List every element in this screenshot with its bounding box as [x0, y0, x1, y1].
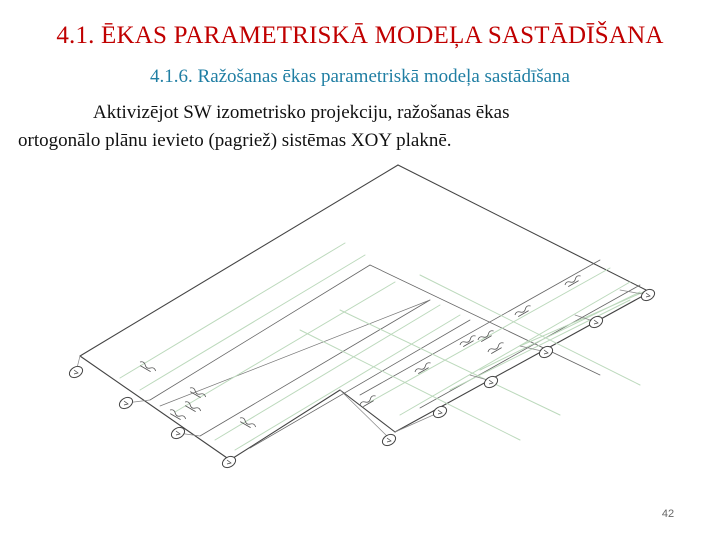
dimension-text	[564, 275, 582, 288]
body-line-2: ortogonālo plānu ievieto (pagriež) sistēmas XOY plaknē.	[18, 130, 452, 151]
dimension-text	[184, 401, 202, 414]
dimension-text	[139, 361, 157, 374]
body-paragraph	[18, 99, 708, 155]
front-edge-step	[340, 390, 395, 432]
axis-bubble-1	[380, 432, 397, 448]
dimension-text	[239, 417, 257, 430]
axis-markers	[67, 287, 656, 470]
isometric-plan-drawing	[0, 150, 720, 495]
grid-line	[120, 243, 345, 378]
axis-bubble-2	[431, 404, 448, 420]
axis-leader-line	[340, 390, 389, 438]
dimension-text	[459, 335, 477, 348]
grid-line	[340, 310, 560, 415]
inner-wall-line	[250, 320, 470, 448]
page-number: 42	[661, 508, 675, 520]
axis-bubble-D	[67, 364, 84, 380]
dimension-text	[359, 395, 377, 408]
inner-wall-line	[150, 265, 370, 400]
grid-line	[450, 300, 630, 390]
axis-bubble-6	[639, 287, 656, 303]
inner-wall-line	[200, 300, 430, 436]
grid-line	[175, 282, 395, 412]
right-back-edge	[398, 165, 650, 292]
front-edge-right	[395, 292, 650, 432]
slide-title: 4.1. ĒKAS PARAMETRISKĀ MODEĻA SASTĀDĪŠANA	[56, 22, 664, 49]
back-wall-line	[80, 165, 398, 356]
inner-wall-line	[160, 300, 430, 406]
left-wall-line	[80, 356, 230, 460]
inner-wall-line	[420, 285, 640, 408]
axis-bubble-C	[117, 395, 134, 411]
body-line-1: Aktivizējot SW izometrisko projekciju, ražošanas ēkas	[93, 102, 510, 123]
dimension-text	[487, 342, 505, 355]
plan-outline	[76, 165, 650, 462]
grid-line	[400, 282, 630, 415]
grid-line	[235, 315, 460, 450]
slide-subtitle: 4.1.6. Ražošanas ēkas parametriskā modeļa sastādīšana	[150, 66, 570, 87]
